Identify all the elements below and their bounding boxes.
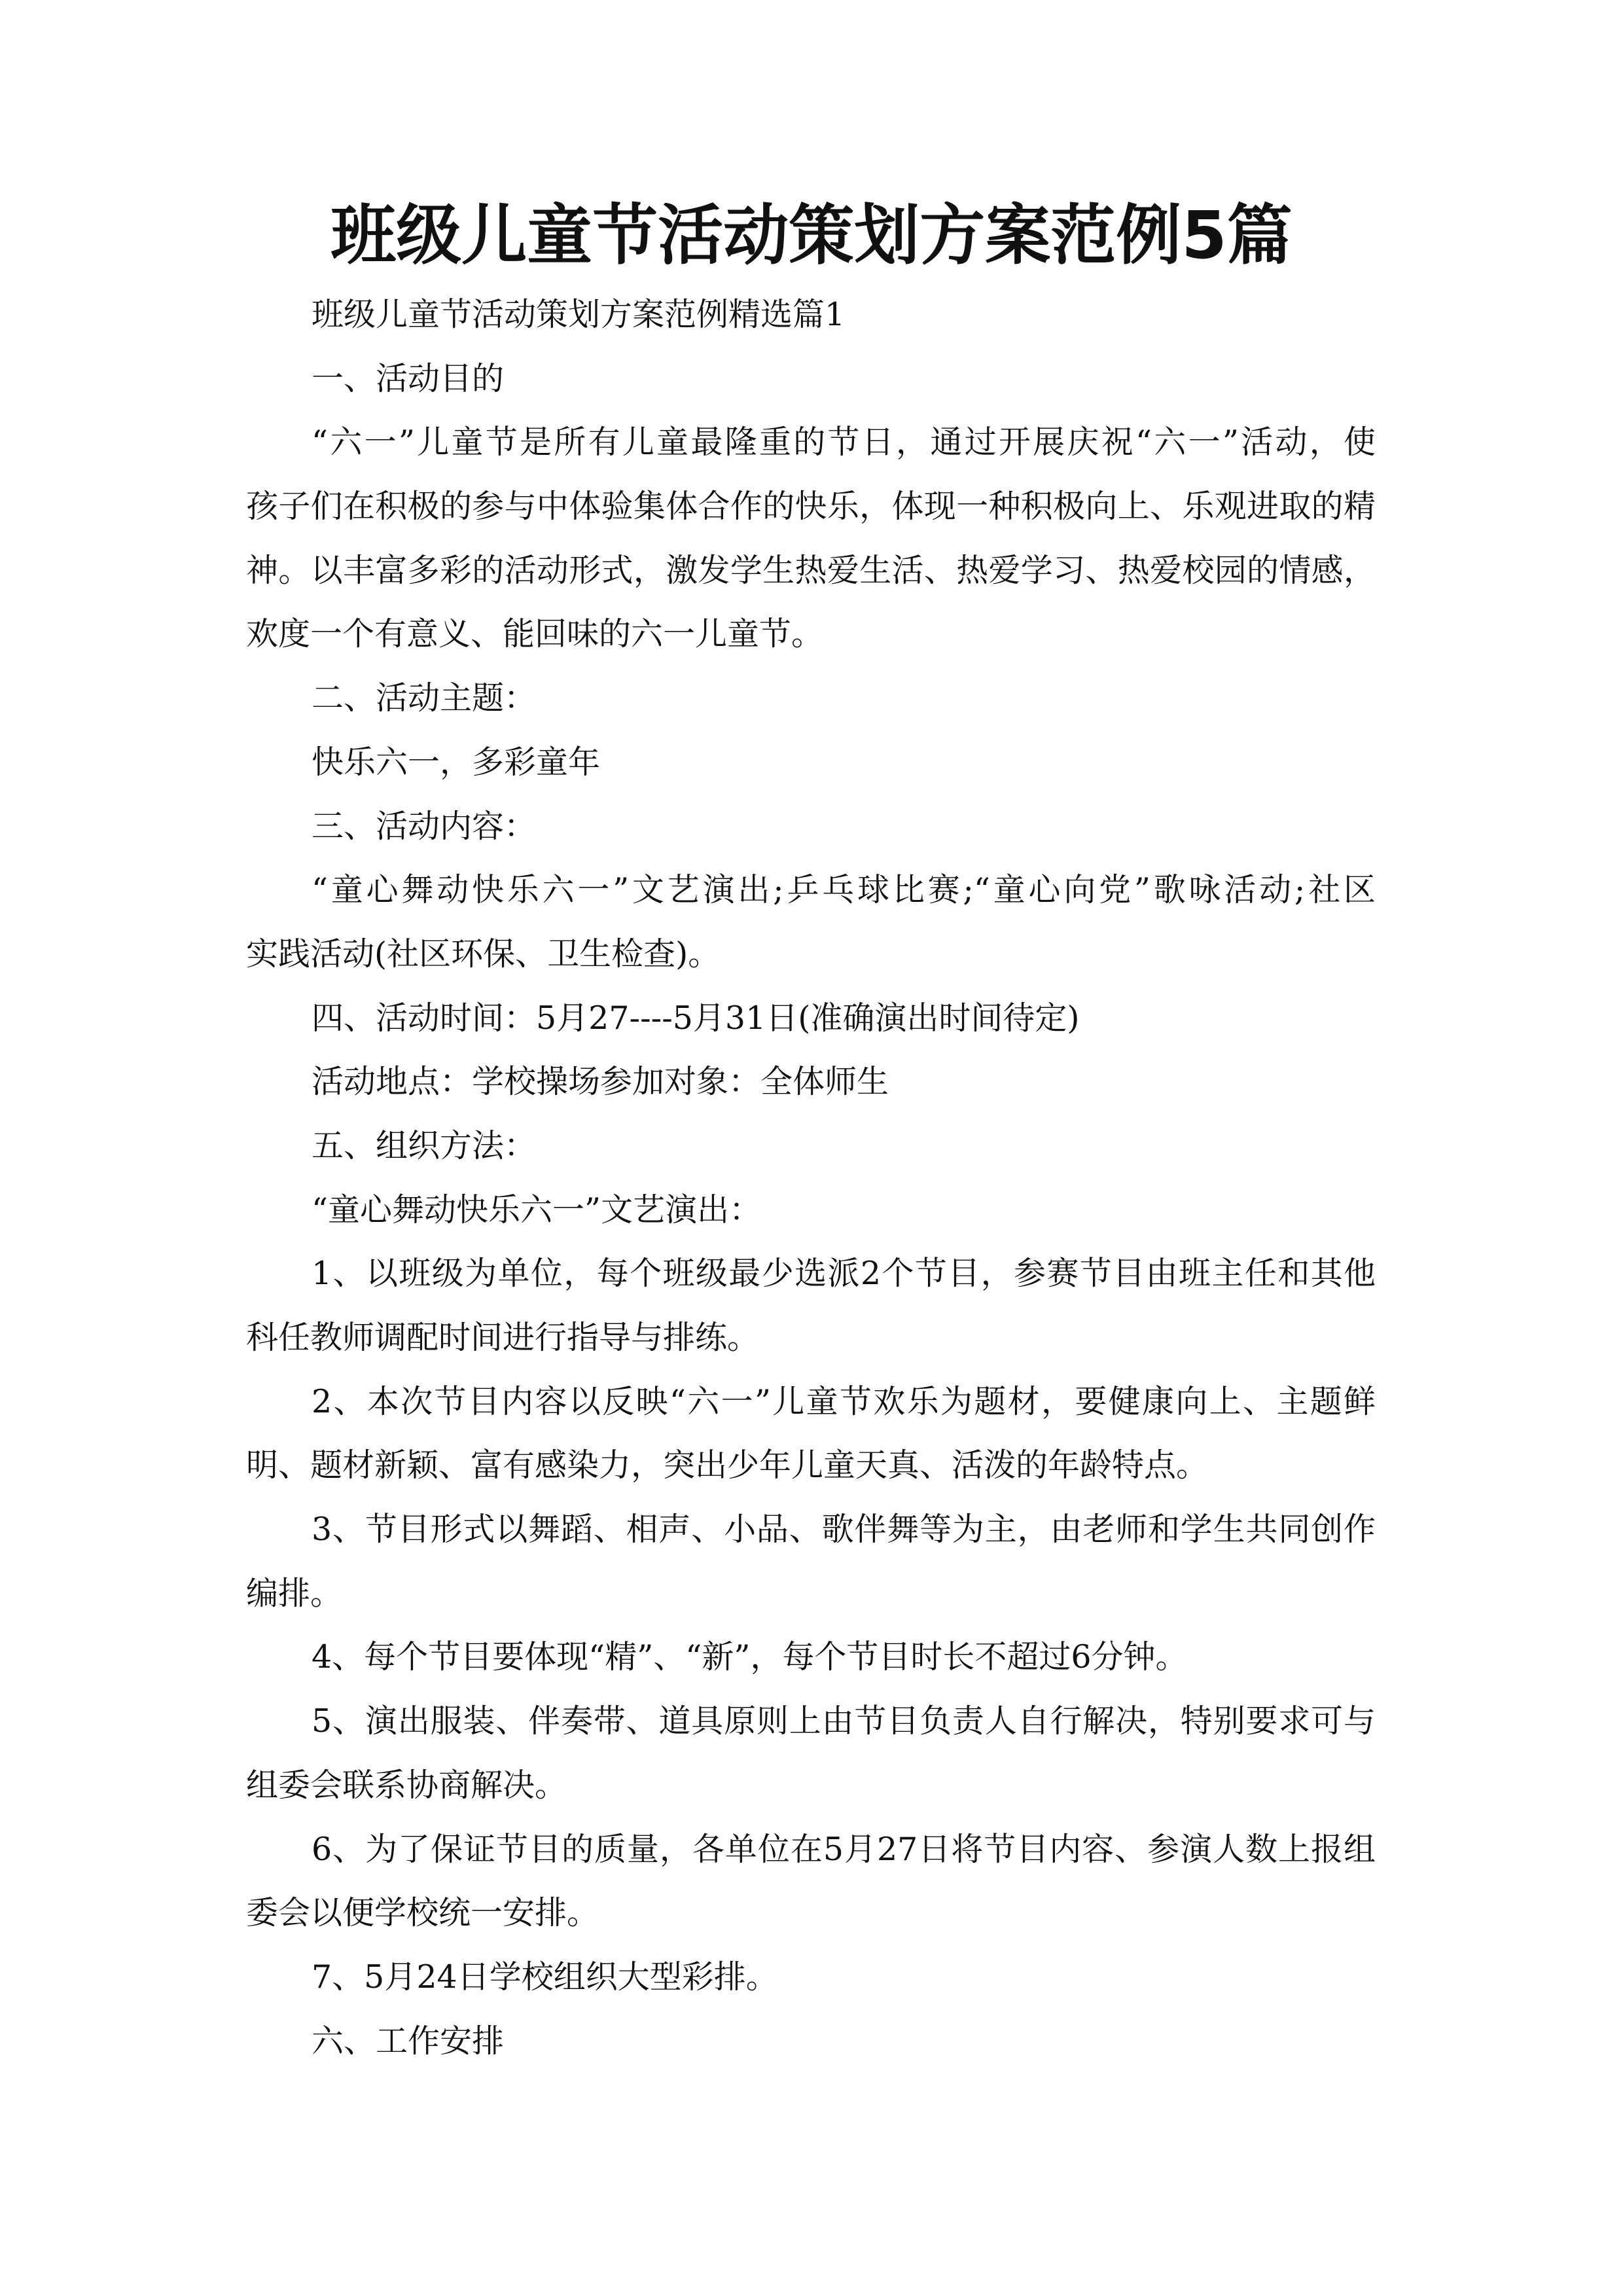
- document-body: [246, 283, 1376, 2073]
- paragraph: [246, 1689, 1376, 1817]
- paragraph-line: 组委会联系协商解决。: [246, 1766, 567, 1804]
- paragraph-line: 4、每个节目要体现“精”、“新”，每个节目时长不超过6分钟。: [312, 1638, 1188, 1676]
- paragraph-line: 1、以班级为单位，每个班级最少选派2个节目，参赛节目由班主任和其他: [312, 1255, 1376, 1293]
- paragraph: [246, 283, 1376, 347]
- paragraph-line: 3、节目形式以舞蹈、相声、小品、歌伴舞等为主，由老师和学生共同创作: [312, 1511, 1376, 1549]
- paragraph: [246, 1498, 1376, 1625]
- paragraph-line: 欢度一个有意义、能回味的六一儿童节。: [246, 615, 824, 653]
- paragraph: [246, 666, 1376, 730]
- paragraph-line: 四、活动时间：5月27----5月31日(准确演出时间待定): [312, 999, 1080, 1037]
- paragraph: [246, 1818, 1376, 1945]
- paragraph-line: 7、5月24日学校组织大型彩排。: [312, 1958, 778, 1996]
- paragraph-line: 孩子们在积极的参与中体验集体合作的快乐，体现一种积极向上、乐观进取的精: [246, 488, 1376, 526]
- paragraph: [246, 347, 1376, 411]
- paragraph: [246, 1242, 1376, 1369]
- paragraph-line: “童心舞动快乐六一”文艺演出;乒乓球比赛;“童心向党”歌咏活动;社区: [312, 871, 1376, 909]
- paragraph: [246, 1625, 1376, 1689]
- paragraph-line: 5、演出服装、伴奏带、道具原则上由节目负责人自行解决，特别要求可与: [312, 1702, 1376, 1740]
- paragraph: [246, 1178, 1376, 1242]
- paragraph: [246, 2009, 1376, 2073]
- paragraph-line: 编排。: [246, 1574, 343, 1612]
- paragraph: [246, 1370, 1376, 1498]
- paragraph-line: 六、工作安排: [312, 2022, 505, 2060]
- paragraph-line: “童心舞动快乐六一”文艺演出：: [312, 1191, 762, 1229]
- paragraph-line: 一、活动目的: [312, 359, 505, 397]
- paragraph: [246, 986, 1376, 1050]
- paragraph-line: 二、活动主题：: [312, 679, 537, 717]
- paragraph: [246, 1945, 1376, 2009]
- paragraph-line: 2、本次节目内容以反映“六一”儿童节欢乐为题材，要健康向上、主题鲜: [312, 1382, 1376, 1420]
- paragraph: [246, 858, 1376, 986]
- paragraph: [246, 410, 1376, 666]
- document-title: 班级儿童节活动策划方案范例5篇: [330, 197, 1293, 274]
- paragraph-line: 明、题材新颖、富有感染力，突出少年儿童天真、活泼的年龄特点。: [246, 1446, 1209, 1484]
- paragraph-line: 科任教师调配时间进行指导与排练。: [246, 1319, 760, 1356]
- paragraph-line: “六一”儿童节是所有儿童最隆重的节日，通过开展庆祝“六一”活动，使: [312, 423, 1376, 461]
- paragraph-line: 快乐六一，多彩童年: [312, 743, 601, 781]
- paragraph: [246, 1114, 1376, 1178]
- paragraph-line: 活动地点：学校操场参加对象：全体师生: [312, 1063, 889, 1101]
- paragraph: [246, 730, 1376, 795]
- paragraph-line: 6、为了保证节目的质量，各单位在5月27日将节目内容、参演人数上报组: [312, 1830, 1376, 1868]
- paragraph-line: 三、活动内容：: [312, 807, 537, 845]
- paragraph-line: 委会以便学校统一安排。: [246, 1894, 599, 1932]
- paragraph-line: 班级儿童节活动策划方案范例精选篇1: [312, 296, 846, 333]
- paragraph-line: 神。以丰富多彩的活动形式，激发学生热爱生活、热爱学习、热爱校园的情感，: [246, 551, 1376, 589]
- paragraph: [246, 795, 1376, 859]
- paragraph-line: 五、组织方法：: [312, 1126, 537, 1164]
- paragraph-line: 实践活动(社区环保、卫生检查)。: [246, 935, 721, 973]
- paragraph: [246, 1050, 1376, 1114]
